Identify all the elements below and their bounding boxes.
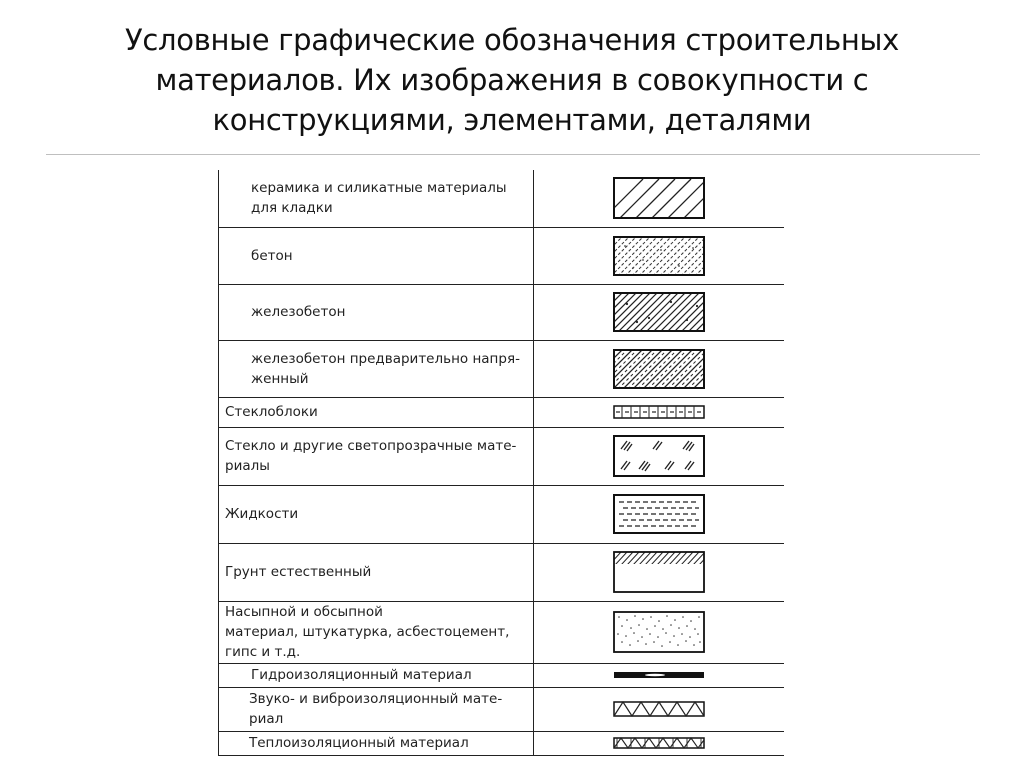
material-label: железобетон предварительно напря- женный <box>219 340 534 397</box>
material-label: Грунт естественный <box>219 543 534 601</box>
symbol-cell <box>534 397 785 427</box>
symbol-cell <box>534 284 785 340</box>
table-row <box>219 485 785 543</box>
table-row <box>219 397 785 427</box>
title-divider <box>46 154 980 155</box>
reinforced-concrete-hatch-icon <box>613 292 705 332</box>
symbol-cell <box>534 170 785 227</box>
symbol-cell <box>534 731 785 755</box>
materials-legend-table <box>218 170 784 756</box>
table-row <box>219 427 785 485</box>
symbol-cell <box>534 427 785 485</box>
symbol-cell <box>534 687 785 731</box>
bulk-material-dots-icon <box>613 611 705 653</box>
page-title <box>0 20 1024 140</box>
symbol-cell <box>534 227 785 284</box>
symbol-cell <box>534 543 785 601</box>
thermal-insulation-strip-icon <box>613 737 705 749</box>
material-label: Жидкости <box>219 485 534 543</box>
material-label: Насыпной и обсыпной материал, штукатурка, асбестоцемент, гипс и т.д. <box>219 601 534 663</box>
natural-soil-icon <box>613 551 705 593</box>
material-label: Стеклоблоки <box>219 397 534 427</box>
title-line: материалов. Их изображения в совокупности с <box>155 63 869 97</box>
table-row <box>219 543 785 601</box>
hatch-wide-icon <box>613 177 705 219</box>
glass-hatch-icon <box>613 435 705 477</box>
table-row <box>219 284 785 340</box>
table-row <box>219 170 785 227</box>
glass-block-strip-icon <box>613 405 705 419</box>
liquid-dashes-icon <box>613 494 705 534</box>
material-label: Теплоизоляционный материал <box>219 731 534 755</box>
sound-insulation-strip-icon <box>613 701 705 717</box>
title-line: конструкциями, элементами, деталями <box>212 103 812 137</box>
material-label: керамика и силикатные материалы для кладки <box>219 170 534 227</box>
material-label: бетон <box>219 227 534 284</box>
symbol-cell <box>534 485 785 543</box>
table-row <box>219 601 785 663</box>
table-row <box>219 340 785 397</box>
symbol-cell <box>534 663 785 687</box>
symbol-cell <box>534 601 785 663</box>
material-label: железобетон <box>219 284 534 340</box>
title-line: Условные графические обозначения строительных <box>125 23 899 57</box>
waterproofing-strip-icon <box>613 670 705 680</box>
concrete-hatch-icon <box>613 236 705 276</box>
material-label: Звуко- и виброизоляционный мате- риал <box>219 687 534 731</box>
symbol-cell <box>534 340 785 397</box>
prestressed-concrete-hatch-icon <box>613 349 705 389</box>
table-row <box>219 663 785 687</box>
table-row <box>219 227 785 284</box>
material-label: Гидроизоляционный материал <box>219 663 534 687</box>
table-row <box>219 731 785 755</box>
material-label: Стекло и другие светопрозрачные мате- риалы <box>219 427 534 485</box>
table-row <box>219 687 785 731</box>
